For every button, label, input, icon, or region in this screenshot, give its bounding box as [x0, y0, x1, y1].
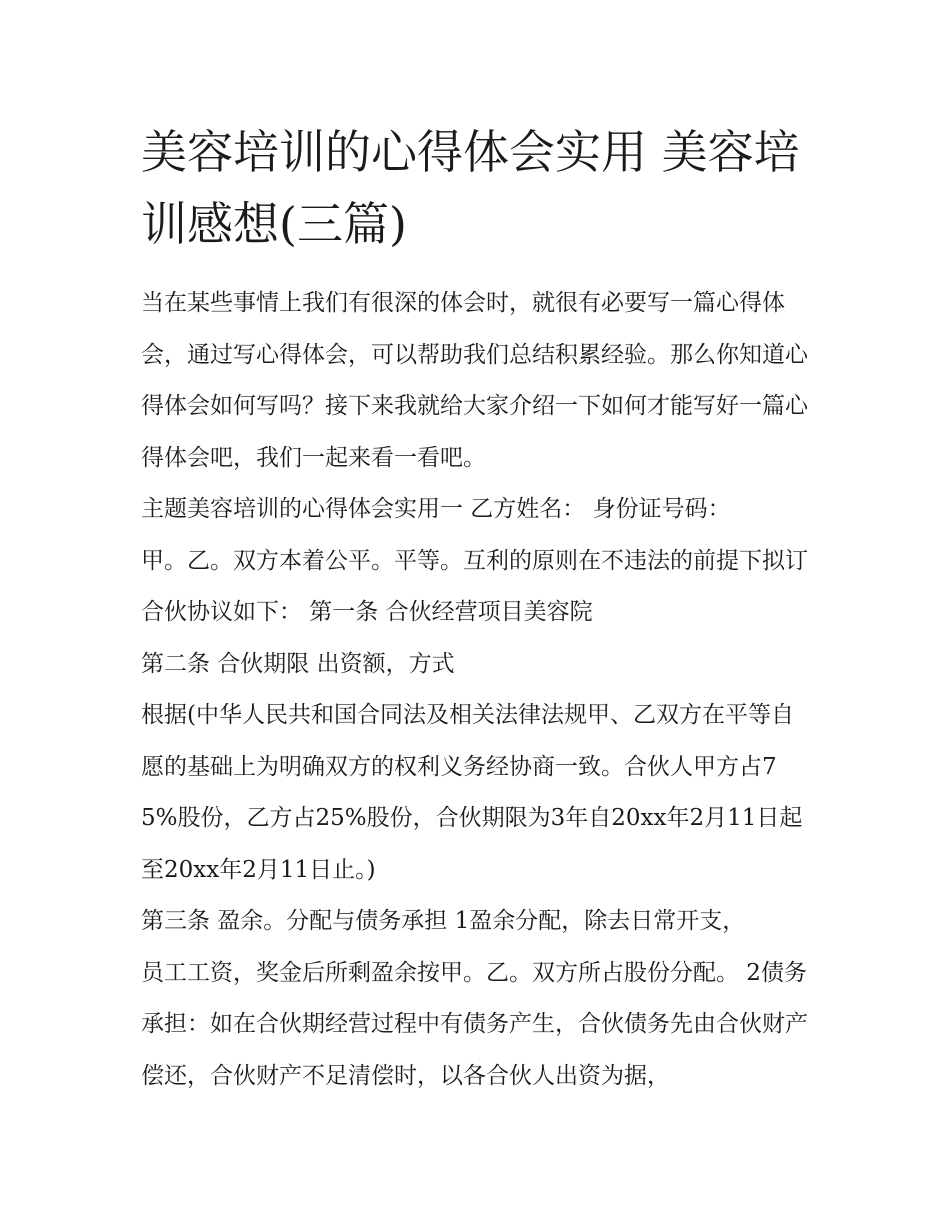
document-title: 美容培训的心得体会实用 美容培训感想(三篇) [141, 125, 800, 251]
document-content [141, 116, 811, 1102]
paragraph-article-2: 第二条 合伙期限 出资额，方式 [141, 650, 455, 677]
document-body [141, 278, 811, 1102]
paragraph-debt: 员工工资，奖金后所剩盈余按甲。乙。双方所占股份分配。 2债务承担：如在合伙期经营过程中有债务产生，合伙债务先由合伙财产偿还，合伙财产不足清偿时，以各合伙人出资为据， [141, 959, 808, 1089]
paragraph-article-3: 第三条 盈余。分配与债务承担 1盈余分配，除去日常开支， [141, 908, 746, 934]
paragraph-party-info: 主题美容培训的心得体会实用一 乙方姓名： 身份证号码： [141, 496, 731, 522]
paragraph-intro: 当在某些事情上我们有很深的体会时，就很有必要写一篇心得体会，通过写心得体会，可以帮助我们总结积累经验。那么你知道心得体会如何写吗？接下来我就给大家介绍一下如何才能写好一篇心得体会吧，我们一起来看一看吧。 [141, 290, 808, 471]
paragraph-article-1: 甲。乙。双方本着公平。平等。互利的原则在不违法的前提下拟订合伙协议如下： 第一条 合伙经营项目美容院 [141, 547, 808, 625]
paragraph-basis: 根据(中华人民共和国合同法及相关法律法规甲、乙双方在平等自愿的基础上为明确双方的权利义务经协商一致。合伙人甲方占75%股份，乙方占25%股份，合伙期限为3年自20xx年2月11日起至20xx年2月11日止。) [141, 702, 803, 883]
